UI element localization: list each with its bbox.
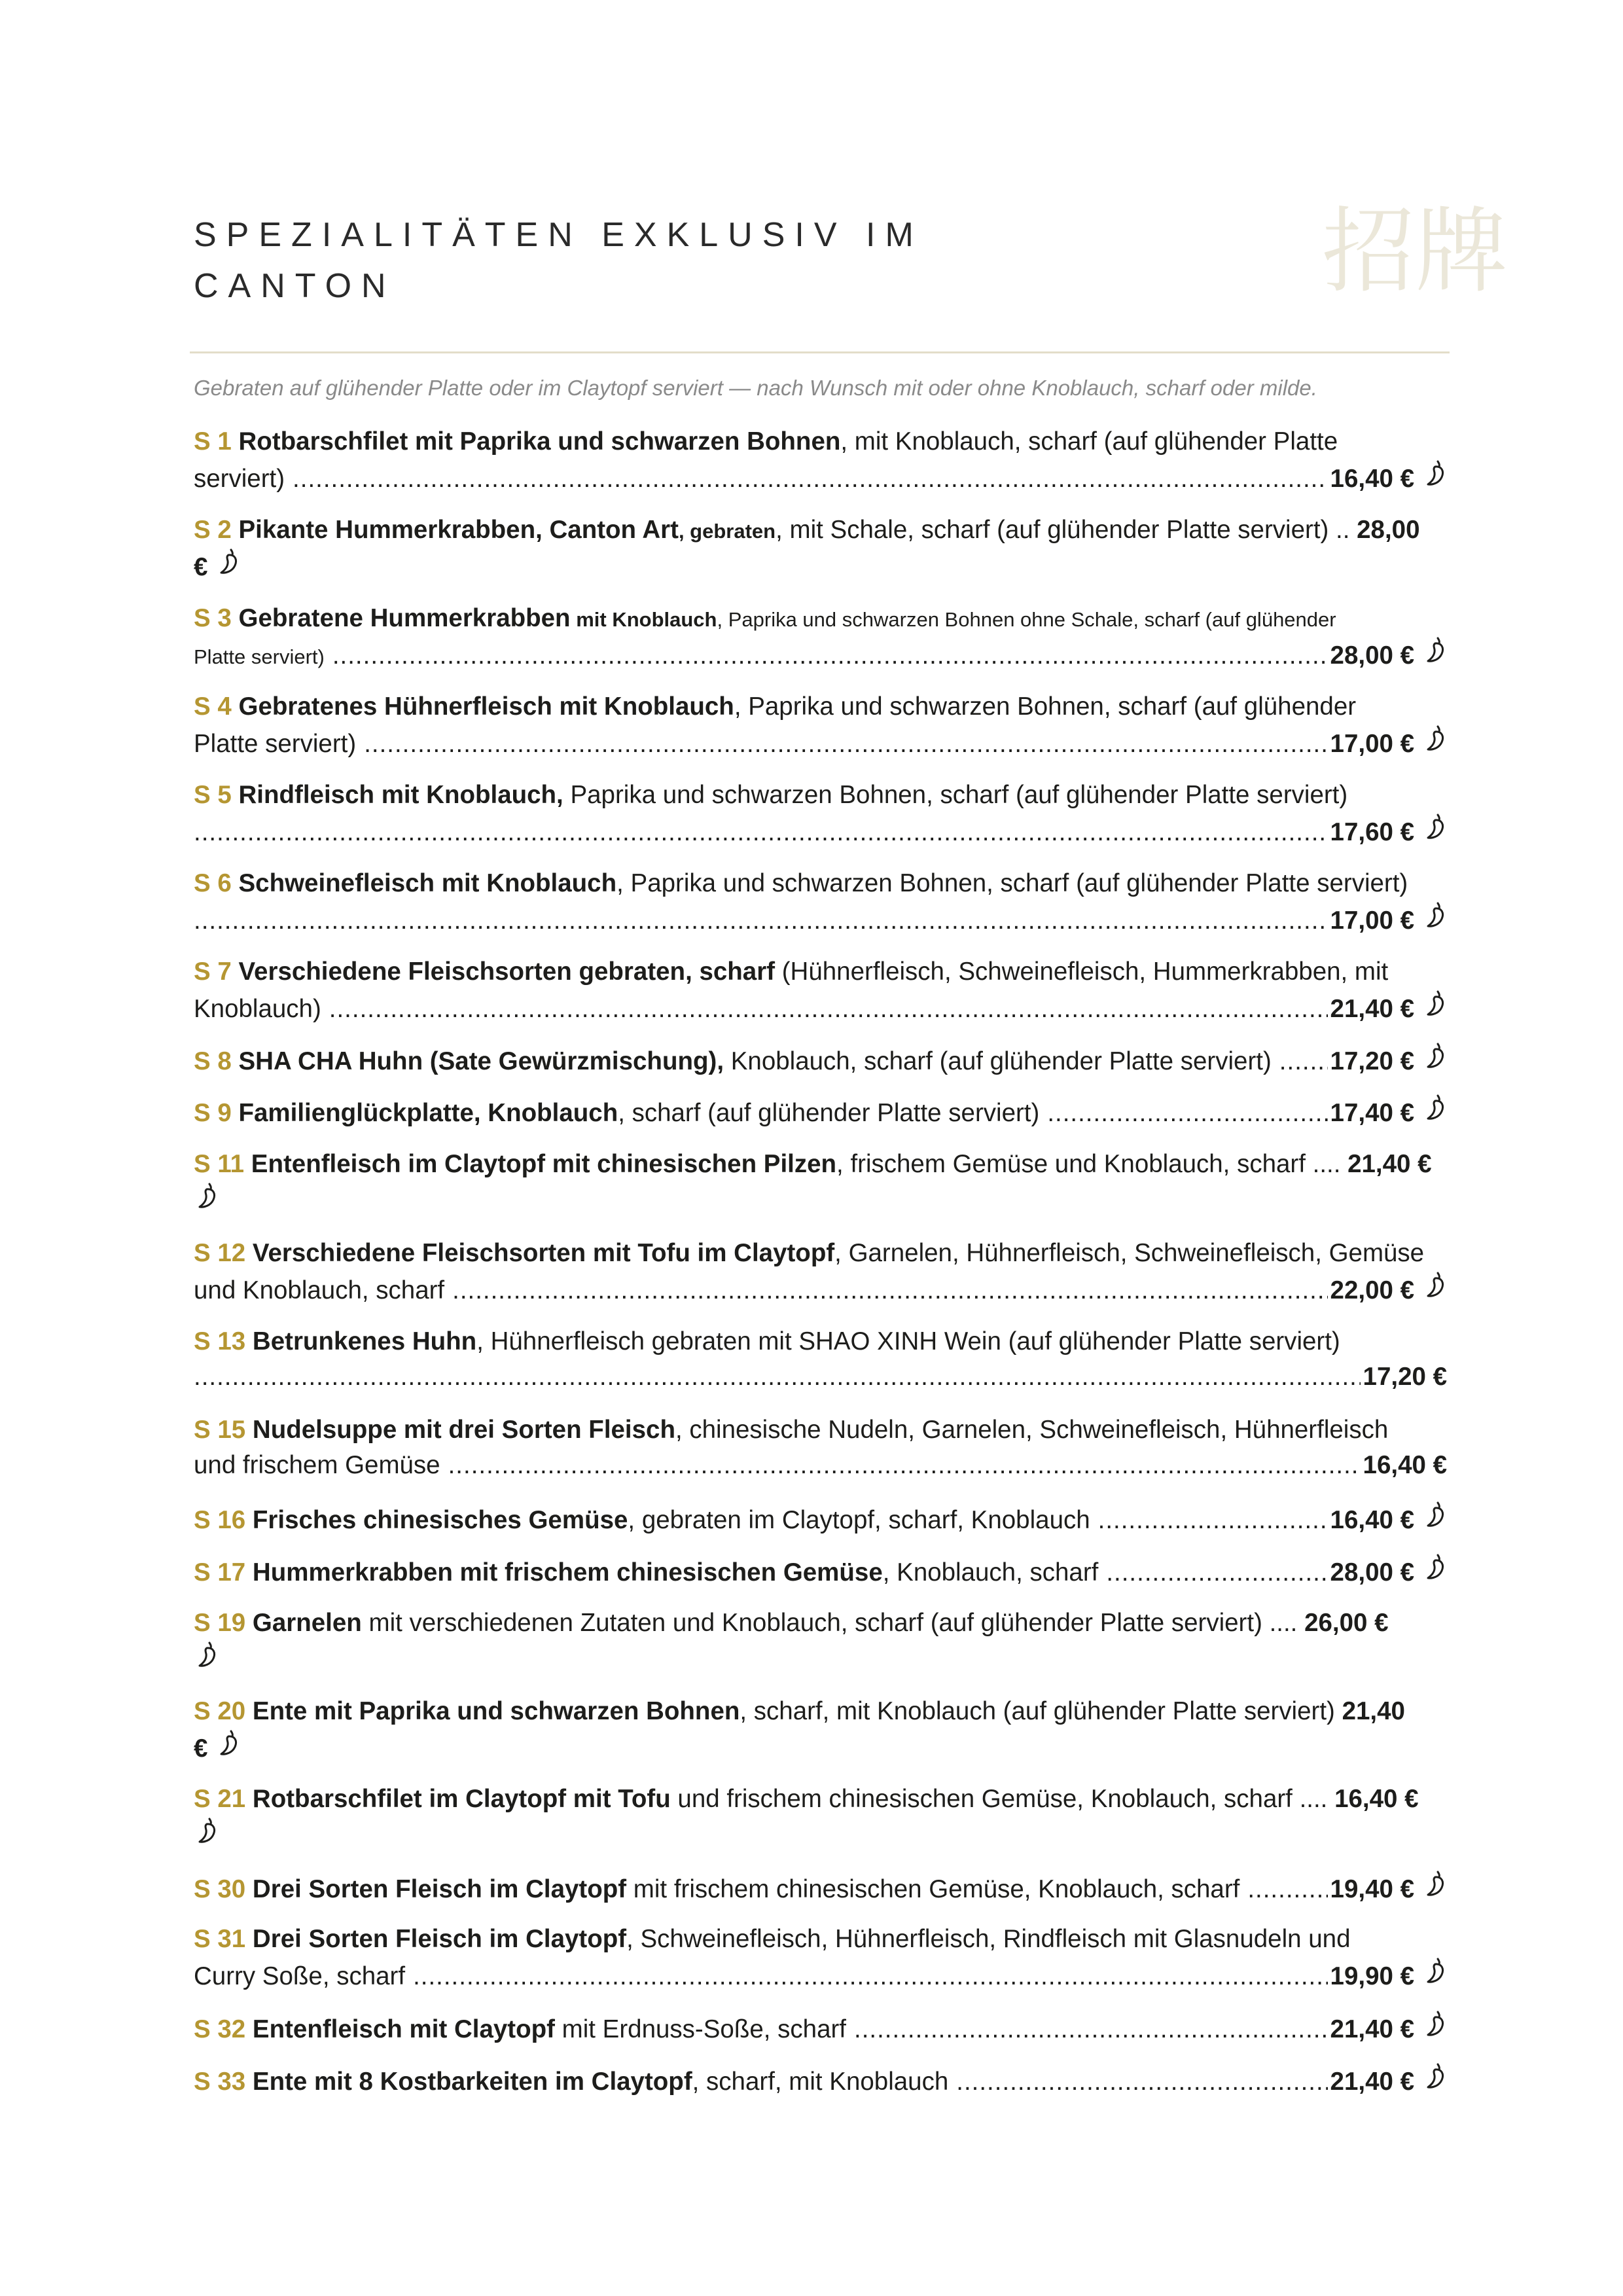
item-name: Drei Sorten Fleisch im Claytopf bbox=[252, 1925, 627, 1953]
item-description: , Knoblauch, scharf bbox=[882, 1558, 1099, 1587]
item-price: 26,00 € bbox=[1304, 1609, 1389, 1637]
item-code: S 33 bbox=[194, 2068, 246, 2096]
item-description: , gebraten im Claytopf, scharf, Knoblauch bbox=[628, 1506, 1090, 1534]
menu-item bbox=[194, 512, 1447, 583]
item-price: 17,00 € bbox=[1330, 730, 1414, 758]
item-price: 28,00 € bbox=[1330, 641, 1414, 670]
chili-pepper-icon bbox=[1425, 1553, 1447, 1581]
item-code: S 32 bbox=[194, 2015, 246, 2043]
chili-pepper-icon bbox=[1425, 990, 1447, 1017]
item-code: S 17 bbox=[194, 1558, 246, 1587]
item-name: Familienglückplatte, Knoblauch bbox=[238, 1099, 618, 1127]
item-name: Rotbarschfilet mit Paprika und schwarzen Bohnen bbox=[238, 427, 841, 456]
menu-item bbox=[194, 1694, 1447, 1765]
chili-pepper-icon bbox=[1425, 2062, 1447, 2090]
item-name: Schweinefleisch mit Knoblauch bbox=[238, 869, 617, 897]
header-divider bbox=[190, 351, 1450, 353]
menu-item bbox=[194, 1922, 1447, 1992]
item-code: S 7 bbox=[194, 958, 232, 986]
item-description-cont: serviert) bbox=[194, 465, 285, 493]
item-price: 16,40 € bbox=[1330, 465, 1414, 493]
chili-pepper-icon bbox=[196, 1641, 219, 1668]
chili-pepper-icon bbox=[1425, 1042, 1447, 1069]
menu-item bbox=[194, 1236, 1447, 1306]
menu-intro: Gebraten auf glühender Platte oder im Claytopf serviert — nach Wunsch mit oder ohne Knoblauch, scharf oder milde. bbox=[194, 376, 1317, 400]
item-code: S 11 bbox=[194, 1150, 245, 1178]
item-description: mit frischem chinesischen Gemüse, Knoblauch, scharf bbox=[626, 1875, 1240, 1903]
item-name: Drei Sorten Fleisch im Claytopf bbox=[252, 1875, 627, 1903]
item-code: S 5 bbox=[194, 781, 232, 809]
dot-leader bbox=[854, 2012, 1328, 2045]
item-price: 21,40 € bbox=[1330, 2068, 1414, 2096]
item-price-currency: € bbox=[194, 553, 208, 581]
item-description: mit verschiedenen Zutaten und Knoblauch, scharf (auf glühender Platte serviert) .... bbox=[361, 1609, 1298, 1637]
menu-item bbox=[194, 778, 1447, 848]
chili-pepper-icon bbox=[1425, 459, 1447, 487]
page-title bbox=[194, 209, 923, 312]
menu-item bbox=[194, 1553, 1447, 1588]
menu-item bbox=[194, 866, 1447, 937]
item-description-cont: Platte serviert) bbox=[194, 645, 325, 668]
item-code: S 30 bbox=[194, 1875, 246, 1903]
chili-pepper-icon bbox=[1425, 1501, 1447, 1528]
dot-leader bbox=[194, 815, 1328, 848]
item-code: S 8 bbox=[194, 1047, 232, 1075]
chili-pepper-icon bbox=[1425, 1094, 1447, 1121]
item-code: S 9 bbox=[194, 1099, 232, 1127]
menu-item bbox=[194, 1782, 1447, 1852]
dot-leader bbox=[194, 1359, 1361, 1395]
chili-pepper-icon bbox=[1425, 901, 1447, 929]
item-price: 17,60 € bbox=[1330, 818, 1414, 846]
dot-leader bbox=[1106, 1555, 1327, 1588]
item-price-currency: € bbox=[194, 1734, 208, 1763]
item-code: S 12 bbox=[194, 1239, 246, 1267]
item-name: Ente mit 8 Kostbarkeiten im Claytopf bbox=[252, 2068, 692, 2096]
menu-item bbox=[194, 954, 1447, 1025]
item-price: 19,40 € bbox=[1330, 1875, 1414, 1903]
chili-pepper-icon bbox=[196, 1817, 219, 1844]
menu-item bbox=[194, 1094, 1447, 1129]
item-description: , scharf (auf glühender Platte serviert) bbox=[618, 1099, 1040, 1127]
dot-leader bbox=[293, 461, 1328, 495]
item-description: , Paprika und schwarzen Bohnen, scharf (auf glühender Platte serviert) bbox=[616, 869, 1408, 897]
item-code: S 4 bbox=[194, 692, 232, 721]
item-name: Betrunkenes Huhn bbox=[252, 1327, 477, 1355]
item-description: mit Erdnuss-Soße, scharf bbox=[554, 2015, 846, 2043]
item-description: , Schweinefleisch, Hühnerfleisch, Rindfleisch mit Glasnudeln und bbox=[626, 1925, 1351, 1953]
item-name: Gebratene Hummerkrabben bbox=[238, 604, 571, 632]
item-price: 21,40 € bbox=[1330, 2015, 1414, 2043]
item-name: Frisches chinesisches Gemüse bbox=[252, 1506, 628, 1534]
item-code: S 6 bbox=[194, 869, 232, 897]
item-description-cont: und frischem Gemüse bbox=[194, 1451, 440, 1479]
item-price: 21,40 bbox=[1342, 1697, 1405, 1725]
menu-item bbox=[194, 689, 1447, 760]
dot-leader bbox=[1047, 1096, 1327, 1129]
item-description-cont: Knoblauch) bbox=[194, 995, 321, 1023]
menu-item bbox=[194, 1412, 1447, 1483]
dot-leader bbox=[452, 1273, 1327, 1306]
chili-pepper-icon bbox=[1425, 2010, 1447, 2037]
item-price: 17,40 € bbox=[1330, 1099, 1414, 1127]
item-description: , frischem Gemüse und Knoblauch, scharf .... bbox=[836, 1150, 1341, 1178]
item-code: S 31 bbox=[194, 1925, 246, 1953]
menu-item bbox=[194, 1324, 1447, 1395]
item-price: 21,40 € bbox=[1347, 1150, 1432, 1178]
chili-pepper-icon bbox=[218, 548, 240, 575]
chili-pepper-icon bbox=[1425, 725, 1447, 752]
item-description: , chinesische Nudeln, Garnelen, Schweinefleisch, Hühnerfleisch bbox=[675, 1416, 1389, 1444]
item-description: , mit Schale, scharf (auf glühender Platte serviert) .. bbox=[776, 516, 1350, 544]
dot-leader bbox=[448, 1448, 1361, 1483]
item-description: , Hühnerfleisch gebraten mit SHAO XINH Wein (auf glühender Platte serviert) bbox=[476, 1327, 1340, 1355]
item-description: und frischem chinesischen Gemüse, Knoblauch, scharf .... bbox=[670, 1785, 1328, 1813]
item-price: 19,90 € bbox=[1330, 1962, 1414, 1990]
item-description: , Paprika und schwarzen Bohnen ohne Schale, scharf (auf glühender bbox=[717, 608, 1336, 631]
item-price: 22,00 € bbox=[1330, 1276, 1414, 1304]
item-price: 28,00 bbox=[1357, 516, 1420, 544]
item-price: 21,40 € bbox=[1330, 995, 1414, 1023]
chili-pepper-icon bbox=[218, 1729, 240, 1757]
item-code: S 21 bbox=[194, 1785, 246, 1813]
item-code: S 15 bbox=[194, 1416, 246, 1444]
dot-leader bbox=[1279, 1044, 1328, 1077]
menu-item bbox=[194, 1870, 1447, 1905]
dot-leader bbox=[194, 903, 1328, 937]
item-description: Paprika und schwarzen Bohnen, scharf (auf glühender Platte serviert) bbox=[563, 781, 1348, 809]
dot-leader bbox=[1098, 1503, 1328, 1536]
chili-pepper-icon bbox=[196, 1182, 219, 1210]
item-description: , mit Knoblauch, scharf (auf glühender Platte bbox=[840, 427, 1338, 456]
menu-item bbox=[194, 1605, 1447, 1676]
item-name: Entenfleisch im Claytopf mit chinesischen Pilzen bbox=[251, 1150, 837, 1178]
item-code: S 2 bbox=[194, 516, 232, 544]
chili-pepper-icon bbox=[1425, 1870, 1447, 1897]
dot-leader bbox=[413, 1959, 1327, 1992]
item-name: Gebratenes Hühnerfleisch mit Knoblauch bbox=[238, 692, 734, 721]
menu-item bbox=[194, 424, 1447, 495]
item-name: Ente mit Paprika und schwarzen Bohnen bbox=[252, 1697, 740, 1725]
page-title-line2: CANTON bbox=[194, 267, 396, 305]
item-code: S 13 bbox=[194, 1327, 246, 1355]
item-name: SHA CHA Huhn (Sate Gewürzmischung), bbox=[238, 1047, 724, 1075]
menu-item bbox=[194, 601, 1447, 672]
item-name: Verschiedene Fleischsorten gebraten, scharf bbox=[238, 958, 776, 986]
item-code: S 20 bbox=[194, 1697, 246, 1725]
item-name: Garnelen bbox=[252, 1609, 362, 1637]
chili-pepper-icon bbox=[1425, 1957, 1447, 1984]
dot-leader bbox=[364, 726, 1327, 760]
item-name: Rindfleisch mit Knoblauch, bbox=[238, 781, 563, 809]
item-price: 17,20 € bbox=[1363, 1363, 1447, 1391]
chinese-mark: 招牌 bbox=[1322, 198, 1508, 306]
dot-leader bbox=[956, 2064, 1327, 2098]
item-price: 17,20 € bbox=[1330, 1047, 1414, 1075]
dot-leader bbox=[329, 992, 1328, 1025]
item-name: Pikante Hummerkrabben, Canton Art bbox=[238, 516, 679, 544]
item-price: 16,40 € bbox=[1330, 1506, 1414, 1534]
item-price: 16,40 € bbox=[1363, 1451, 1447, 1479]
dot-leader bbox=[1247, 1872, 1327, 1905]
menu-item bbox=[194, 1042, 1447, 1077]
item-description-cont: Curry Soße, scharf bbox=[194, 1962, 406, 1990]
chili-pepper-icon bbox=[1425, 1271, 1447, 1299]
item-name-suffix: mit Knoblauch bbox=[570, 608, 717, 631]
item-description-cont: und Knoblauch, scharf bbox=[194, 1276, 445, 1304]
item-name: Nudelsuppe mit drei Sorten Fleisch bbox=[252, 1416, 675, 1444]
chili-pepper-icon bbox=[1425, 813, 1447, 840]
dot-leader bbox=[332, 638, 1328, 672]
item-price: 17,00 € bbox=[1330, 906, 1414, 935]
menu-item bbox=[194, 2062, 1447, 2098]
item-code: S 3 bbox=[194, 604, 232, 632]
page-title-line1: SPEZIALITÄTEN EXKLUSIV IM bbox=[194, 216, 923, 254]
item-description: , scharf, mit Knoblauch (auf glühender Platte serviert) bbox=[740, 1697, 1335, 1725]
item-description: , Paprika und schwarzen Bohnen, scharf (auf glühender bbox=[734, 692, 1357, 721]
item-description-cont: Platte serviert) bbox=[194, 730, 357, 758]
item-price: 28,00 € bbox=[1330, 1558, 1414, 1587]
item-name: Verschiedene Fleischsorten mit Tofu im Claytopf bbox=[252, 1239, 835, 1267]
item-code: S 19 bbox=[194, 1609, 246, 1637]
item-description: , Garnelen, Hühnerfleisch, Schweinefleisch, Gemüse bbox=[834, 1239, 1425, 1267]
item-name-suffix: , gebraten bbox=[678, 520, 776, 543]
item-code: S 16 bbox=[194, 1506, 246, 1534]
chili-pepper-icon bbox=[1425, 636, 1447, 664]
item-code: S 1 bbox=[194, 427, 232, 456]
item-name: Entenfleisch mit Claytopf bbox=[252, 2015, 555, 2043]
item-description: (Hühnerfleisch, Schweinefleisch, Hummerkrabben, mit bbox=[775, 958, 1389, 986]
menu-item bbox=[194, 1501, 1447, 1536]
menu-item bbox=[194, 2010, 1447, 2045]
item-name: Hummerkrabben mit frischem chinesischen Gemüse bbox=[252, 1558, 883, 1587]
item-name: Rotbarschfilet im Claytopf mit Tofu bbox=[252, 1785, 671, 1813]
item-description: Knoblauch, scharf (auf glühender Platte serviert) bbox=[724, 1047, 1272, 1075]
menu-item bbox=[194, 1147, 1447, 1217]
item-price: 16,40 € bbox=[1334, 1785, 1419, 1813]
item-description: , scharf, mit Knoblauch bbox=[692, 2068, 949, 2096]
